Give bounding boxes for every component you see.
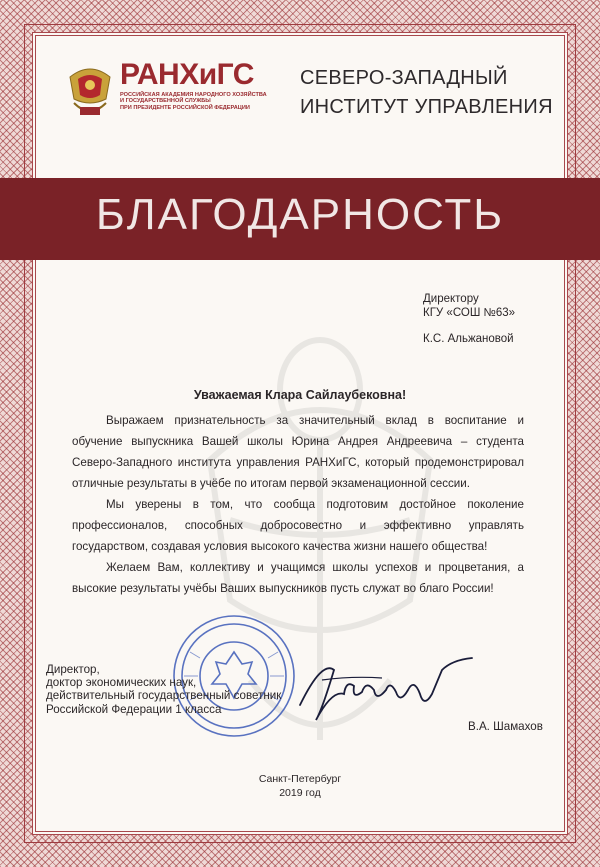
addressee-position: Директору (423, 293, 479, 305)
addressee-block (423, 292, 515, 346)
paragraph: Выражаем признательность за значительный вклад в воспитание и обучение выпускника Вашей школы Юрина Андрея Андреевича – студента Северо-Западного института управления РАНХиГС, который продемонстрировал отличные результаты в учёбе по итогам первой экзаменационной сессии. (72, 414, 524, 490)
letter-body (72, 410, 524, 599)
city: Санкт-Петербург (258, 773, 342, 785)
signatory-line: доктор экономических наук, (46, 676, 197, 690)
place-and-date (0, 772, 600, 800)
institute-line: ИНСТИТУТ УПРАВЛЕНИЯ (300, 96, 553, 118)
paragraph: Желаем Вам, коллективу и учащимся школы успехов и процветания, а высокие результаты учёбы Ваших выпускников пусть служат во благо России! (72, 561, 524, 595)
brand-line: РОССИЙСКАЯ АКАДЕМИЯ НАРОДНОГО ХОЗЯЙСТВА (120, 92, 267, 98)
handwritten-signature-icon (292, 650, 482, 730)
signatory-line: Российской Федерации 1 класса (46, 702, 222, 716)
year: 2019 год (279, 787, 321, 799)
addressee-school: КГУ «СОШ №63» (423, 307, 516, 319)
signatory-titles (46, 663, 281, 716)
institute-line: СЕВЕРО-ЗАПАДНЫЙ (300, 67, 508, 89)
institute-name (300, 64, 553, 122)
greeting: Уважаемая Клара Сайлаубековна! (193, 388, 407, 402)
signatory-line: действительный государственный советник (46, 689, 282, 703)
brand-full-name (120, 92, 280, 111)
signatory-line: Директор, (46, 663, 100, 676)
brand-name: РАНХиГС (120, 58, 254, 91)
document-title: БЛАГОДАРНОСТЬ (95, 190, 505, 239)
signatory-name: В.А. Шамахов (468, 720, 543, 733)
brand-line: И ГОСУДАРСТВЕННОЙ СЛУЖБЫ (120, 98, 211, 105)
ranepa-emblem-icon (66, 63, 114, 121)
paragraph: Мы уверены в том, что сообща подготовим достойное поколение профессионалов, способных добросовестно и эффективно управлять государством, создавая условия высокого качества жизни нашего общества! (72, 498, 524, 553)
addressee-name: К.С. Альжановой (423, 333, 514, 345)
brand-line: ПРИ ПРЕЗИДЕНТЕ РОССИЙСКОЙ ФЕДЕРАЦИИ (120, 104, 250, 111)
